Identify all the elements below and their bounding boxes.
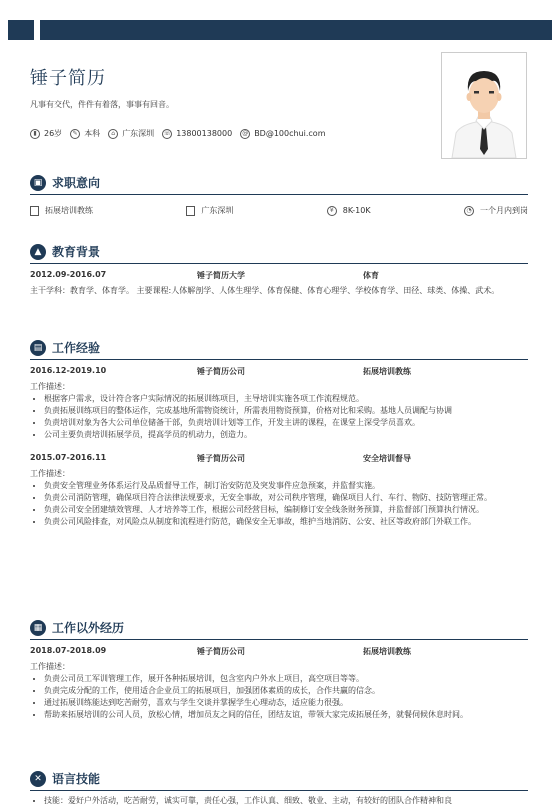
other-date: 2018.07-2018.09 [30, 646, 107, 655]
banner-block-left [8, 20, 34, 40]
list-item: • 负责公司消防管理，确保项目符合法律法规要求，无安全事故，对公司秩序管理，确保项目人行、车行、物防、技防管理正常。 [44, 492, 528, 504]
job-intent-section [30, 174, 528, 216]
briefcase-icon: ▣ [30, 175, 46, 191]
edu-major: 体育 [363, 271, 379, 280]
skills-section [30, 770, 528, 807]
skills-bullets [30, 795, 528, 807]
section-title: 求职意向 [52, 176, 101, 190]
resume-name: 锤子简历 [30, 68, 106, 89]
clock-icon: ◔ [464, 206, 474, 216]
job-date: 2016.12-2019.10 [30, 366, 107, 375]
salary-icon: ¥ [327, 206, 337, 216]
email-text: BD@100chui.com [254, 129, 326, 138]
job-date: 2015.07-2016.11 [30, 453, 107, 462]
location-text: 广东深圳 [122, 129, 155, 138]
job-company: 锤子简历公司 [197, 367, 245, 376]
list-item: • 负责公司风险排查，对风险点从制度和流程进行防范，确保安全无事故，维护当地消防、公安、社区等政府部门外联工作。 [44, 516, 528, 528]
edu-desc: 主干学科：教育学、体育学。 主要课程:人体解剖学、人体生理学、体育保健、体育心理学、学校体育学、田径、球类、体操、武术。 [30, 286, 500, 295]
edu-school: 锤子简历大学 [197, 271, 245, 280]
graduation-cap-icon: ▲ [30, 244, 46, 260]
section-title: 工作经验 [52, 341, 101, 355]
other-experience-section [30, 619, 528, 721]
education-section [30, 243, 528, 297]
list-item: • 根据客户需求，设计符合客户实际情况的拓展训练项目，主导培训实施各项工作流程规范。 [44, 393, 528, 405]
section-title: 教育背景 [52, 245, 101, 259]
list-item: • 技能：爱好户外活动，吃苦耐劳，诚实可靠，责任心强，工作认真、细致、敬业、主动，有较好的团队合作精神和良 [44, 795, 528, 807]
calendar-icon: ▦ [30, 620, 46, 636]
job-company: 锤子简历公司 [197, 454, 245, 463]
list-item: • 负责拓展训练项目的整体运作，完成基地所需物资统计，所需表用物资预算，价格对比和采购。基地人员调配与协调 [44, 405, 528, 417]
tools-icon: ✕ [30, 771, 46, 787]
city-icon [186, 206, 195, 216]
work-icon: ▤ [30, 340, 46, 356]
position-icon [30, 206, 39, 216]
job-role: 安全培训督导 [363, 454, 411, 463]
job-role: 拓展培训教练 [363, 367, 411, 376]
intent-position: 拓展培训教练 [45, 206, 93, 215]
top-banner [8, 20, 552, 40]
phone-text: 13800138000 [176, 129, 233, 138]
job-bullets [30, 393, 528, 441]
intent-city: 广东深圳 [201, 206, 234, 215]
edu-date: 2012.09-2016.07 [30, 270, 107, 279]
other-label: 工作描述： [30, 662, 70, 671]
list-item: • 负责公司安全团建绩效管理、人才培养等工作，根据公司经营目标，编制修订安全线条财务预算，并监督部门预算执行情况。 [44, 504, 528, 516]
section-title: 语言技能 [52, 772, 101, 786]
job-bullets [30, 480, 528, 528]
age-icon: ▮ [30, 129, 40, 139]
list-item: • 通过拓展训练能达到吃苦耐劳，喜欢与学生交谈并掌握学生心理动态，适应能力很强。 [44, 697, 528, 709]
basic-info [30, 128, 326, 139]
list-item: • 帮助来拓展培训的公司人员，放松心情，增加员友之间的信任，团结友谊，带领大家完成拓展任务，就餐伺候休息时间。 [44, 709, 528, 721]
age-text: 26岁 [44, 129, 63, 138]
list-item: • 负责公司员工军训管理工作，展开各种拓展培训，包含室内户外水上项目，高空项目等等。 [44, 673, 528, 685]
job-label: 工作描述： [30, 382, 70, 391]
degree-icon: ✎ [70, 129, 80, 139]
section-title: 工作以外经历 [52, 621, 125, 635]
banner-block-right [40, 20, 552, 40]
phone-icon: ☏ [163, 129, 171, 137]
profile-photo [441, 52, 527, 159]
work-section [30, 339, 528, 528]
list-item: • 公司主要负责培训拓展学员，提高学员的机动力，创造力。 [44, 429, 528, 441]
list-item: • 负责安全管理业务体系运行及品质督导工作，制订治安防范及突发事件应急预案，并监督实施。 [44, 480, 528, 492]
email-icon: @ [242, 129, 249, 137]
list-item: • 负责培训对象为各大公司单位储备干部，负责培训计划等工作，开发主讲的课程，在课堂上深受学员喜欢。 [44, 417, 528, 429]
other-role: 拓展培训教练 [363, 647, 411, 656]
list-item: • 负责完成分配的工作，使用适合企业员工的拓展项目，加强团体素质的成长，合作共赢的信念。 [44, 685, 528, 697]
other-bullets [30, 673, 528, 721]
intent-availability: 一个月内到岗 [479, 206, 528, 215]
degree-text: 本科 [84, 129, 101, 138]
location-icon: ⌂ [108, 129, 118, 139]
resume-motto: 凡事有交代，件件有着落，事事有回音。 [30, 100, 174, 109]
other-company: 锤子简历公司 [197, 647, 245, 656]
job-label: 工作描述： [30, 469, 70, 478]
intent-salary: 8K-10K [342, 206, 371, 215]
